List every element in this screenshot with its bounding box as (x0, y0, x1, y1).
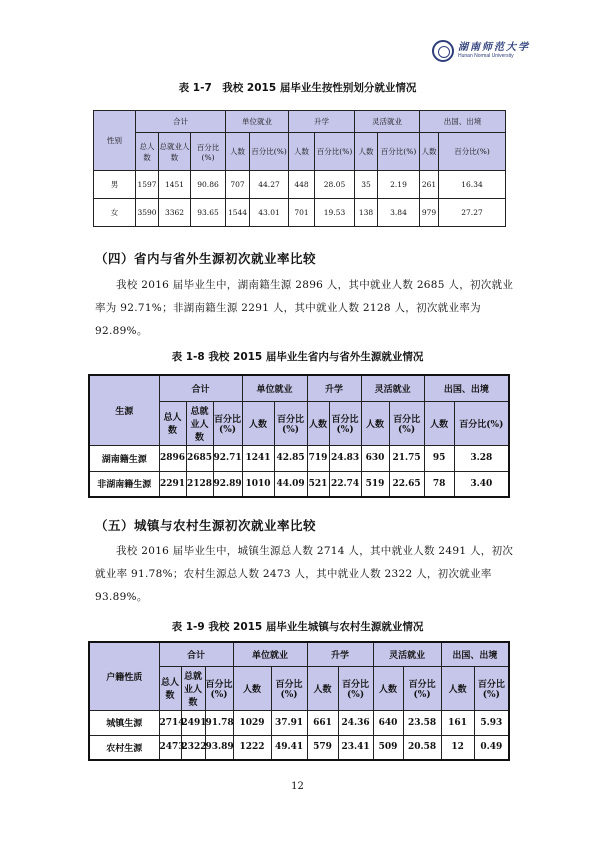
table-cell: 138 (355, 199, 378, 227)
sub-header: 人数 (441, 666, 474, 710)
group-unit-employment: 单位就业 (233, 642, 307, 666)
table-cell: 22.74 (329, 471, 361, 497)
table-cell: 640 (373, 710, 403, 735)
sub-header: 人数 (420, 133, 439, 171)
table-cell: 42.85 (274, 445, 307, 471)
table-cell: 979 (420, 199, 439, 227)
table-row (89, 710, 509, 735)
table-cell: 91.78 (205, 710, 233, 735)
sub-header: 人数 (361, 401, 389, 445)
table-cell: 3.84 (378, 199, 420, 227)
sub-header: 人数 (233, 666, 271, 710)
sub-header: 百分比(%) (205, 666, 233, 710)
sub-header: 百分比(%) (403, 666, 441, 710)
group-total: 合计 (136, 111, 226, 133)
group-abroad: 出国、出境 (441, 642, 509, 666)
table-row (94, 171, 506, 199)
table-cell: 3.28 (454, 445, 509, 471)
table-cell: 2291 (159, 471, 186, 497)
table-cell: 22.65 (389, 471, 424, 497)
table-cell: 2896 (159, 445, 186, 471)
university-seal-icon (432, 40, 454, 62)
table-cell: 448 (289, 171, 315, 199)
table-cell: 719 (307, 445, 329, 471)
table-origin-employment (88, 374, 510, 498)
sub-header: 人数 (226, 133, 250, 171)
table-cell: 707 (226, 171, 250, 199)
row-header: 生源 (89, 375, 159, 445)
row-label: 农村生源 (89, 735, 159, 760)
university-logo (432, 40, 530, 62)
sub-header: 百分比(%) (378, 133, 420, 171)
group-abroad: 出国、出境 (420, 111, 506, 133)
table-cell: 1544 (226, 199, 250, 227)
table-cell: 2.19 (378, 171, 420, 199)
sub-header: 总人数 (159, 401, 186, 445)
table-cell: 521 (307, 471, 329, 497)
table-cell: 49.41 (271, 735, 307, 760)
sub-header: 百分比(%) (439, 133, 506, 171)
table-cell: 37.91 (271, 710, 307, 735)
table-cell: 1222 (233, 735, 271, 760)
table-cell: 2714 (159, 710, 181, 735)
table-cell: 519 (361, 471, 389, 497)
table-cell: 1597 (136, 171, 159, 199)
table-cell: 3.40 (454, 471, 509, 497)
sub-header: 百分比(%) (329, 401, 361, 445)
section4-heading: （四）省内与省外生源初次就业率比较 (95, 251, 317, 266)
group-further-study: 升学 (307, 375, 361, 401)
table-cell: 90.86 (191, 171, 226, 199)
row-header: 户籍性质 (89, 642, 159, 710)
table-row (89, 471, 509, 497)
table-cell: 93.65 (191, 199, 226, 227)
sub-header: 百分比(%) (191, 133, 226, 171)
row-label: 男 (94, 171, 136, 199)
row-label: 城镇生源 (89, 710, 159, 735)
table-cell: 19.53 (315, 199, 355, 227)
table-cell: 44.09 (274, 471, 307, 497)
group-unit-employment: 单位就业 (242, 375, 307, 401)
table-cell: 3590 (136, 199, 159, 227)
sub-header: 人数 (289, 133, 315, 171)
table-cell: 579 (307, 735, 338, 760)
table-cell: 261 (420, 171, 439, 199)
table-cell: 43.01 (250, 199, 289, 227)
table-cell: 35 (355, 171, 378, 199)
table-cell: 630 (361, 445, 389, 471)
table-cell: 1451 (159, 171, 191, 199)
table-cell: 23.41 (338, 735, 373, 760)
sub-header: 百分比(%) (213, 401, 242, 445)
table-cell: 5.93 (474, 710, 509, 735)
row-label: 湖南籍生源 (89, 445, 159, 471)
table-cell: 24.83 (329, 445, 361, 471)
table-cell: 661 (307, 710, 338, 735)
group-further-study: 升学 (307, 642, 373, 666)
table-cell: 701 (289, 199, 315, 227)
table-cell: 28.05 (315, 171, 355, 199)
sub-header: 百分比(%) (338, 666, 373, 710)
page-number: 12 (291, 781, 304, 792)
table-cell: 95 (424, 445, 454, 471)
sub-header: 人数 (355, 133, 378, 171)
table-row (89, 735, 509, 760)
sub-header: 百分比(%) (274, 401, 307, 445)
sub-header: 百分比(%) (474, 666, 509, 710)
sub-header: 人数 (307, 666, 338, 710)
group-flexible-employment: 灵活就业 (373, 642, 441, 666)
sub-header: 人数 (242, 401, 274, 445)
table-cell: 161 (441, 710, 474, 735)
sub-header: 百分比(%) (271, 666, 307, 710)
table-gender-employment (93, 110, 506, 227)
table-row (94, 199, 506, 227)
table-cell: 92.71 (213, 445, 242, 471)
table2-caption: 表 1-8 我校 2015 届毕业生省内与省外生源就业情况 (171, 351, 424, 363)
section5-heading: （五）城镇与农村生源初次就业率比较 (95, 518, 317, 533)
group-flexible-employment: 灵活就业 (355, 111, 420, 133)
group-abroad: 出国、出境 (424, 375, 509, 401)
table-cell: 3362 (159, 199, 191, 227)
table-cell: 16.34 (439, 171, 506, 199)
table-cell: 44.27 (250, 171, 289, 199)
table-cell: 2685 (186, 445, 213, 471)
sub-header: 百分比(%) (250, 133, 289, 171)
table-cell: 1241 (242, 445, 274, 471)
sub-header: 总就业人数 (159, 133, 191, 171)
table-cell: 92.89 (213, 471, 242, 497)
table-cell: 20.58 (403, 735, 441, 760)
group-further-study: 升学 (289, 111, 355, 133)
table-cell: 23.58 (403, 710, 441, 735)
table-cell: 21.75 (389, 445, 424, 471)
group-total: 合计 (159, 642, 233, 666)
sub-header: 总人数 (136, 133, 159, 171)
section4-paragraph: 我校 2016 届毕业生中，湖南籍生源 2896 人，其中就业人数 2685 人，初次就业率为 92.71%；非湖南籍生源 2291 人，其中就业人数 2128 人，初次就业率为 92.89%。 (95, 279, 514, 337)
table3-caption: 表 1-9 我校 2015 届毕业生城镇与农村生源就业情况 (171, 621, 424, 633)
table-row (89, 445, 509, 471)
table-cell: 1029 (233, 710, 271, 735)
group-flexible-employment: 灵活就业 (361, 375, 424, 401)
logo-english-name: Hunan Normal University (458, 53, 514, 59)
table-cell: 93.89 (205, 735, 233, 760)
sub-header: 总人数 (159, 666, 181, 710)
group-unit-employment: 单位就业 (226, 111, 289, 133)
table-residence-employment (88, 641, 510, 761)
table-cell: 2128 (186, 471, 213, 497)
table-cell: 78 (424, 471, 454, 497)
sub-header: 人数 (424, 401, 454, 445)
table-cell: 0.49 (474, 735, 509, 760)
table-cell: 12 (441, 735, 474, 760)
table-cell: 2473 (159, 735, 181, 760)
group-total: 合计 (159, 375, 242, 401)
sub-header: 总就业人数 (186, 401, 213, 445)
logo-chinese-name: 湖南师范大学 (458, 42, 530, 53)
sub-header: 人数 (307, 401, 329, 445)
sub-header: 总就业人数 (181, 666, 205, 710)
table-cell: 2491 (181, 710, 205, 735)
row-label: 非湖南籍生源 (89, 471, 159, 497)
sub-header: 人数 (373, 666, 403, 710)
sub-header: 百分比(%) (389, 401, 424, 445)
table-cell: 27.27 (439, 199, 506, 227)
section5-paragraph: 我校 2016 届毕业生中，城镇生源总人数 2714 人，其中就业人数 2491 人，初次就业率 91.78%；农村生源总人数 2473 人，其中就业人数 2322 人，初次就业率 93.89%。 (95, 545, 514, 603)
table-cell: 2322 (181, 735, 205, 760)
table1-caption: 表 1-7 我校 2015 届毕业生按性别划分就业情况 (178, 82, 417, 94)
table-cell: 24.36 (338, 710, 373, 735)
sub-header: 百分比(%) (315, 133, 355, 171)
table-cell: 509 (373, 735, 403, 760)
row-header: 性别 (94, 111, 136, 171)
row-label: 女 (94, 199, 136, 227)
sub-header: 百分比(%) (454, 401, 509, 445)
table-cell: 1010 (242, 471, 274, 497)
